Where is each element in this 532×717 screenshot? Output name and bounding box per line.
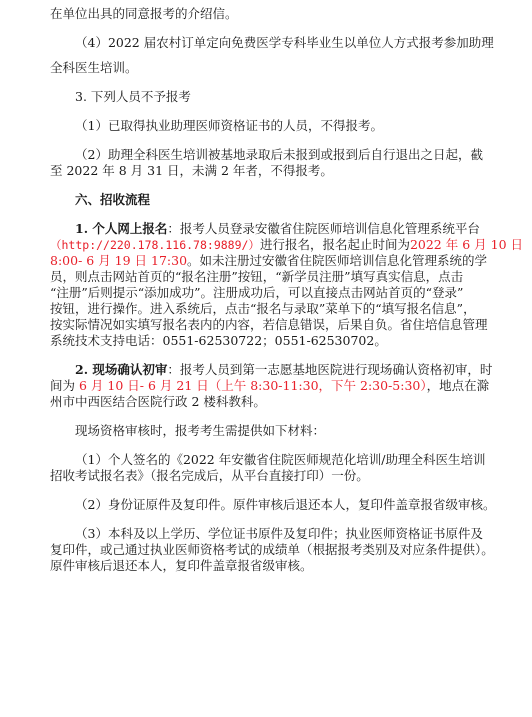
text-line (50, 253, 488, 269)
text-line: （1）个人签名的《2022 年安徽省住院医师规范化培训/助理全科医生培训 (75, 452, 486, 467)
text-span: 进行报名，报名起止时间为 (259, 237, 410, 252)
text-span: 。如未注册过安徽省住院医师培训信息化管理系统的学 (187, 253, 488, 268)
text-line: 按实际情况如实填写报名表内的内容，若信息错误，后果自负。省住培信息管理 (50, 317, 488, 332)
text-line: 3. 下列人员不予报考 (75, 89, 191, 104)
paragraph-materials-intro (50, 423, 482, 439)
text-line: （4）2022 届农村订单定向免费医学专科毕业生以单位人方式报考参加助理 (75, 35, 494, 50)
text-span: ：报考人员登录安徽省住院医师培训信息化管理系统平台 (167, 221, 480, 236)
paragraph-onsite-review (50, 362, 493, 410)
paragraph-rural-graduates (50, 35, 494, 76)
text-line (50, 378, 490, 394)
step-label: 2. 现场确认初审 (75, 362, 168, 377)
paragraph-online-registration (50, 221, 523, 349)
subheading-not-eligible (50, 89, 482, 105)
text-line: 州市中西医结合医院行政 2 楼科教科。 (50, 394, 266, 409)
text-line: 复印件，或己通过执业医师资格考试的成绩单（根据报考类别及对应条件提供）。 (50, 542, 494, 557)
step-label: 1. 个人网上报名 (75, 221, 168, 236)
text-line: 员，则点击网站首页的“报名注册”按钮，“新学员注册”填写真实信息，点击 (50, 269, 464, 284)
text-line: 全科医生培训。 (50, 60, 138, 75)
registration-start-date: 2022 年 6 月 10 日 (409, 237, 523, 252)
text-line: 系统技术支持电话：0551-62530722；0551-62530702。 (50, 333, 387, 348)
text-line: 按钮，进行操作。进入系统后，点击“报名与录取”菜单下的“填写报名信息”， (50, 301, 476, 316)
text-line: 至 2022 年 8 月 31 日，未满 2 年者，不得报考。 (50, 163, 333, 178)
review-date-range: 6 月 10 日- 6 月 21 日（上午 8:30-11:30，下午 2:30-5:30） (75, 378, 427, 393)
text-span: ，地点在滁 (426, 378, 490, 393)
text-span: ：报考人员到第一志愿基地医院进行现场确认资格初审，时 (167, 362, 493, 377)
paragraph-certificate-holders (50, 118, 482, 134)
text-line: 原件审核后退还本人，复印件盖章报省级审核。 (50, 558, 313, 573)
text-line (50, 221, 482, 237)
text-line: （3）本科及以上学历、学位证书原件及复印件；执业医师资格证书原件及 (75, 526, 483, 541)
text-line: （2）助理全科医生培训被基地录取后未报到或报到后自行退出之日起，截 (75, 147, 483, 162)
text-line: 招收考试报名表》（报名完成后，从平台直接打印）一份。 (50, 468, 369, 483)
registration-time-range: 8:00- 6 月 19 日 17:30 (50, 253, 188, 268)
list-item-signed-form (50, 452, 486, 484)
text-span: 间为 (50, 378, 76, 393)
paragraph-intro-letter (50, 6, 482, 22)
section-title: 六、招收流程 (75, 192, 151, 207)
text-line: 在单位出具的同意报考的介绍信。 (50, 6, 238, 21)
text-line (50, 237, 523, 253)
text-line (50, 362, 493, 378)
text-line: 现场资格审核时，报考考生需提供如下材料： (75, 423, 326, 438)
paragraph-withdrawn-trainees (50, 147, 482, 179)
section-heading-process (50, 192, 482, 208)
text-line: “注册”后则提示“添加成功”。注册成功后，可以直接点击网站首页的“登录” (50, 285, 464, 300)
platform-url: （http://220.178.116.78:9889/） (50, 238, 260, 252)
text-line: （2）身份证原件及复印件。原件审核后退还本人，复印件盖章报省级审核。 (75, 497, 496, 512)
list-item-id-card (50, 497, 496, 513)
list-item-diplomas (50, 526, 494, 574)
text-line: （1）已取得执业助理医师资格证书的人员，不得报考。 (75, 118, 383, 133)
